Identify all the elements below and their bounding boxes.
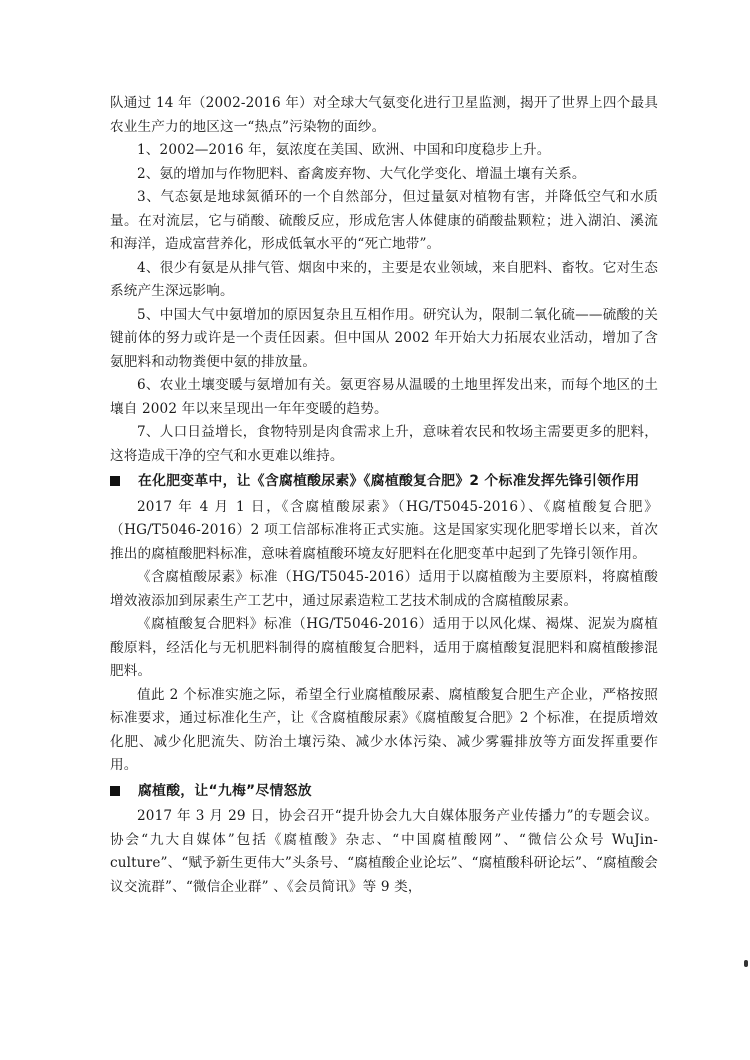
list-item-5: 5、中国大气中氨增加的原因复杂且互相作用。研究认为，限制二氧化硫——硫酸的关键前体的努力或许是一个责任因素。但中国从 2002 年开始大力拓展农业活动，增加了含氨肥料和动物粪便中氨的排放量。 xyxy=(110,306,658,370)
page-edge-mark xyxy=(744,960,748,967)
standards-paragraph-2: 《含腐植酸尿素》标准（HG/T5045-2016）适用于以腐植酸为主要原料，将腐植酸增效液添加到尿素生产工艺中，通过尿素造粒工艺技术制成的含腐植酸尿素。 xyxy=(110,569,658,609)
list-item-1: 1、2002—2016 年，氨浓度在美国、欧洲、中国和印度稳步上升。 xyxy=(137,142,551,158)
media-paragraph-1: 2017 年 3 月 29 日，协会召开“提升协会九大自媒体服务产业传播力”的专题会议。协会“九大自媒体”包括《腐植酸》杂志、“中国腐植酸网”、“微信公众号 WuJin-culture”、“赋予新生更伟大”头条号、“腐植酸企业论坛”、“腐植酸科研论坛”、“腐植酸会议交流群”、“微信企业群” 、《会员简讯》等 9 类， xyxy=(110,808,658,895)
section-heading-text: 腐植酸，让“九梅”尽情怒放 xyxy=(138,782,312,799)
standards-paragraph-4: 值此 2 个标准实施之际，希望全行业腐植酸尿素、腐植酸复合肥生产企业，严格按照标准要求，通过标准化生产，让《含腐植酸尿素》《腐植酸复合肥》2 个标准，在提质增效化肥、减少化肥流失、防治土壤污染、减少水体污染、减少雾霾排放等方面发挥重要作用。 xyxy=(110,686,658,773)
list-item-7: 7、人口日益增长，食物特别是肉食需求上升，意味着农民和牧场主需要更多的肥料，这将造成干净的空气和水更难以维持。 xyxy=(110,424,658,464)
square-bullet-icon xyxy=(110,786,120,796)
standards-paragraph-3: 《腐植酸复合肥料》标准（HG/T5046-2016）适用于以风化煤、褐煤、泥炭为腐植酸原料，经活化与无机肥料制得的腐植酸复合肥料，适用于腐植酸复混肥料和腐植酸掺混肥料。 xyxy=(110,616,658,679)
paragraph-intro: 队通过 14 年（2002-2016 年）对全球大气氨变化进行卫星监测，揭开了世界上四个最具农业生产力的地区这一“热点”污染物的面纱。 xyxy=(110,95,658,135)
standards-paragraph-1: 2017 年 4 月 1 日，《含腐植酸尿素》（HG/T5045-2016）、《腐植酸复合肥》（HG/T5046-2016）2 项工信部标准将正式实施。这是国家实现化肥零增长以来，首次推出的腐植酸肥料标准，意味着腐植酸环境友好肥料在化肥变革中起到了先锋引领作用。 xyxy=(110,498,658,562)
section-heading-text: 在化肥变革中，让《含腐植酸尿素》《腐植酸复合肥》2 个标准发挥先锋引领作用 xyxy=(138,473,640,489)
document-page xyxy=(110,92,658,899)
list-item-6: 6、农业土壤变暖与氨增加有关。氨更容易从温暖的土地里挥发出来，而每个地区的土壤自 2002 年以来呈现出一年年变暖的趋势。 xyxy=(110,377,658,417)
list-item-3: 3、气态氨是地球氮循环的一个自然部分，但过量氨对植物有害，并降低空气和水质量。在对流层，它与硝酸、硫酸反应，形成危害人体健康的硝酸盐颗粒；进入湖泊、溪流和海洋，造成富营养化，形成低氧水平的“死亡地带”。 xyxy=(110,189,658,252)
section-heading-media xyxy=(110,780,658,804)
section-heading-standards xyxy=(110,470,658,494)
square-bullet-icon xyxy=(110,476,120,486)
list-item-4: 4、很少有氨是从排气管、烟囱中来的，主要是农业领域，来自肥料、畜牧。它对生态系统产生深远影响。 xyxy=(110,259,658,299)
list-item-2: 2、氨的增加与作物肥料、畜禽废弃物、大气化学变化、增温土壤有关系。 xyxy=(137,165,586,182)
